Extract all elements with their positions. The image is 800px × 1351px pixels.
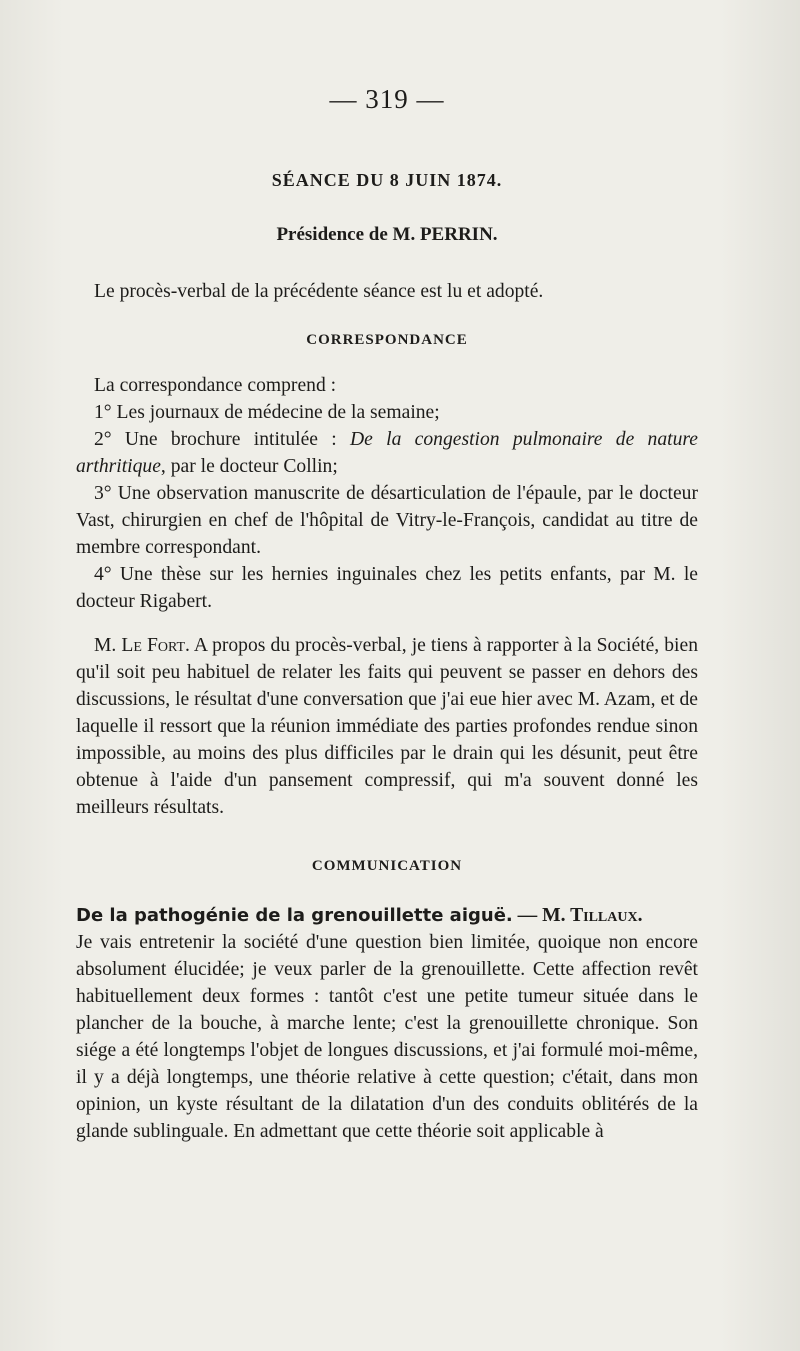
correspondance-item-4: 4° Une thèse sur les hernies inguinales chez les petits enfants, par M. le docteur Rigabert. <box>76 564 698 612</box>
communication-heading: COMMUNICATION <box>311 858 463 874</box>
correspondance-item-2 <box>76 426 698 480</box>
lefort-paragraph <box>76 632 698 821</box>
communication-section <box>76 902 698 1145</box>
communication-text: Je vais entretenir la société d'une question bien limitée, quoique non encore absolument élucidée; je veux parler de la grenouillette. Cette affection revêt habituellement deux formes : tantôt c'est une petite tumeur située dans le plancher de la bouche, à marche lente; c'est la grenouillette chronique. Son siége a été longtemps l'objet de longues discussions, et j'ai formulé moi-même, il y a déjà longtemps, une théorie relative à cette question; c'était, dans mon opinion, un kyste résultant de la dilatation d'un des conduits oblitérés de la glande sublinguale. En admettant que cette théorie soit applicable à <box>76 932 698 1142</box>
proces-verbal-paragraph <box>76 278 698 305</box>
lefort-body: A propos du procès-verbal, je tiens à rapporter à la Société, bien qu'il soit peu habituel de relater les faits qui peuvent se passer en dehors des discussions, le résultat d'une conversation que j'ai eue hier avec M. Azam, et de laquelle il ressort que la réunion immédiate des parties profondes rendue sinon impossible, au moins des plus difficiles par le drain qui les désunit, peut être obtenue à l'aide d'un pansement compressif, qui m'a souvent donné les meilleurs résultats. <box>76 635 698 818</box>
item2-title: De la congestion pulmonaire de nature arthritique <box>76 429 698 477</box>
session-title: SÉANCE DU 8 JUIN 1874. <box>271 170 503 190</box>
correspondance-item-1: 1° Les journaux de médecine de la semaine; <box>94 402 440 423</box>
lefort-speaker: M. Le Fort. <box>94 635 190 656</box>
presidence-prefix: Présidence de M. <box>276 224 416 245</box>
correspondance-item-3: 3° Une observation manuscrite de désarticulation de l'épaule, par le docteur Vast, chirurgien en chef de l'hôpital de Vitry-le-François, candidat au titre de membre correspondant. <box>76 483 698 558</box>
communication-title-line <box>76 902 698 929</box>
presidence-name: PERRIN. <box>419 224 498 245</box>
correspondance-heading: CORRESPONDANCE <box>306 332 468 348</box>
item2-prefix: 2° Une brochure intitulée : <box>94 429 351 450</box>
page-number: — 319 — <box>329 84 445 114</box>
correspondance-intro: La correspondance comprend : <box>94 375 337 396</box>
correspondance-section <box>76 372 698 615</box>
communication-author: — M. Tillaux. <box>512 905 643 926</box>
presidence-line <box>76 224 698 246</box>
item2-suffix: , par le docteur Collin; <box>160 456 338 477</box>
proces-verbal-text: Le procès-verbal de la précédente séance est lu et adopté. <box>94 281 544 302</box>
lefort-text <box>76 632 698 821</box>
communication-title: De la pathogénie de la grenouillette aiguë. <box>76 905 513 926</box>
